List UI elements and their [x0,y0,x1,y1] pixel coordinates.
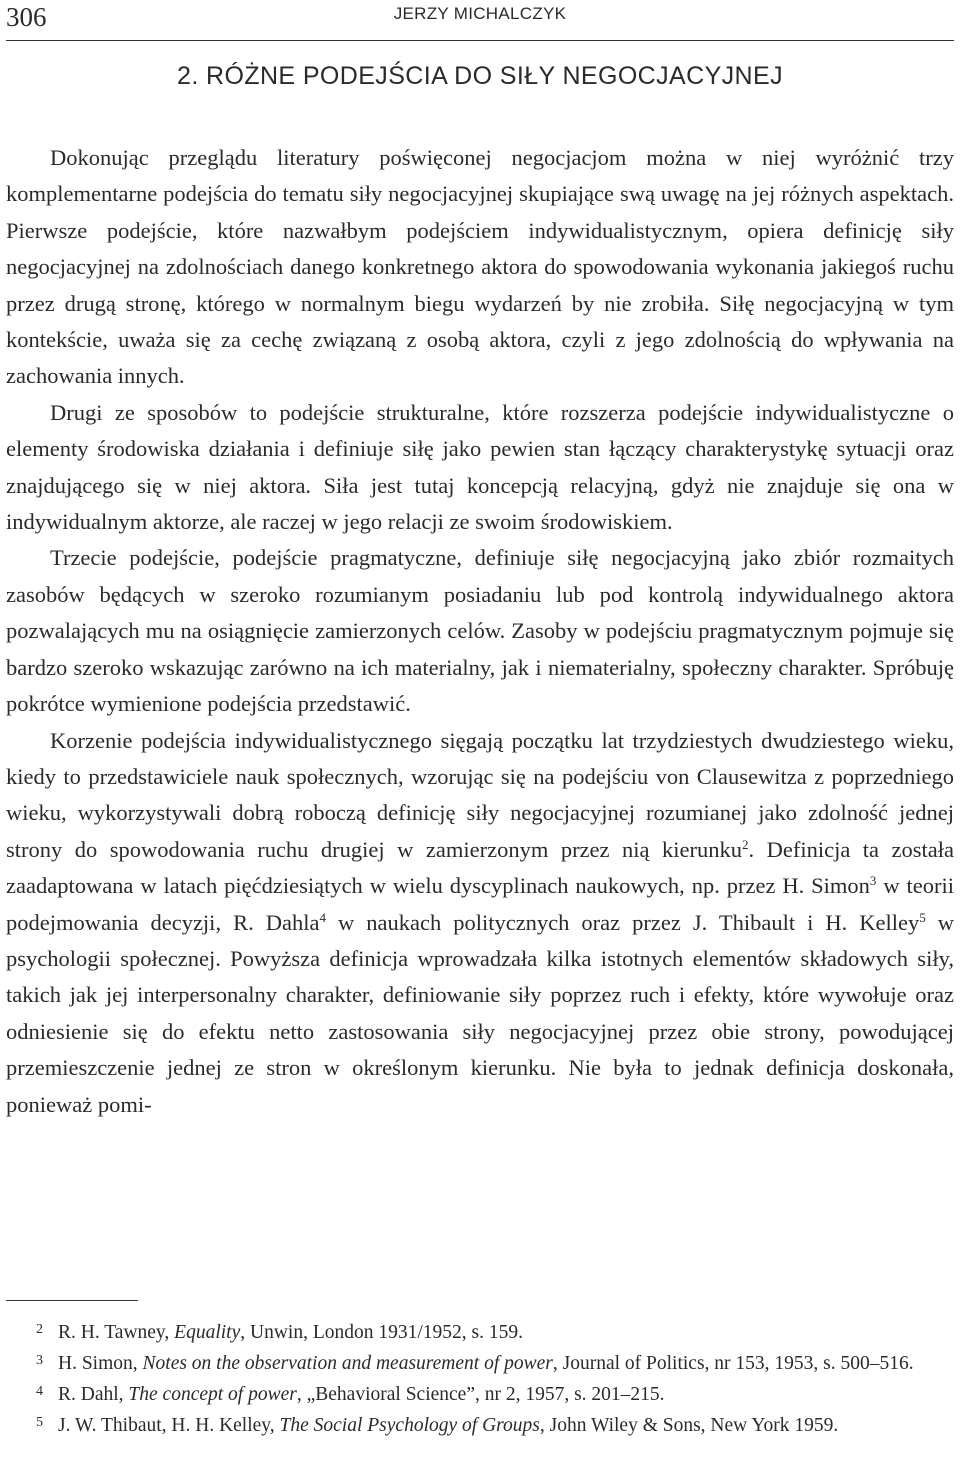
footnote-item [6,1316,954,1347]
footnote-mark: 5 [36,1415,43,1430]
footnote-ref-4[interactable]: 4 [319,909,326,925]
paragraph-4-text: w psychologii społecznej. Powyższa definicja wprowadzała kilka istotnych elementów składowych siły, takich jak jej interpersonalny charakter, definiowanie siły poprzez ruch i efekty, które wywołuje oraz odniesienie się do efektu netto zastosowania siły negocjacyjnej przez obie strony, powodującej przemieszczenie jednej ze stron w określonym kierunku. Nie była to jednak definicja doskonała, ponieważ pomi- [6,909,955,1117]
page-number: 306 [6,2,47,32]
footnote-ref-5[interactable]: 5 [919,909,926,925]
running-head: JERZY MICHALCZYK [393,4,567,23]
paragraph-3: Trzecie podejście, podejście pragmatyczne, definiuje siłę negocjacyjną jako zbiór rozmaitych zasobów będących w szeroko rozumianym posiadaniu lub pod kontrolą indywidualnego aktora pozwalających mu na osiągnięcie zamierzonych celów. Zasoby w podejściu pragmatycznym pojmuje się bardzo szeroko wskazując zarówno na ich materialny, jak i niematerialny, społeczny charakter. Spróbuję pokrótce wymienione podejścia przedstawić. [6,545,954,717]
footnote-title: Notes on the observation and measurement of power [142,1353,553,1374]
footnote-text: , John Wiley & Sons, New York 1959. [539,1415,839,1436]
footnote-text: J. W. Thibaut, H. H. Kelley, [58,1415,280,1436]
paragraph-2: Drugi ze sposobów to podejście strukturalne, które rozszerza podejście indywidualistyczne o elementy środowiska działania i definiuje siłę jako pewien stan łączący charakterystykę sytuacji oraz znajdującego się w niej aktora. Siła jest tutaj koncepcją relacyjną, gdyż nie znajduje się ona w indywidualnym aktorze, ale raczej w jego relacji ze swoim środowiskiem. [6,399,954,535]
page-header [6,0,954,41]
footnotes [6,1316,954,1440]
footnote-text: , „Behavioral Science”, nr 2, 1957, s. 201–215. [296,1384,665,1405]
footnote-ref-2[interactable]: 2 [741,836,749,852]
footnote-text: , Unwin, London 1931/1952, s. 159. [240,1322,523,1343]
body-text [6,140,954,1123]
footnote-item [6,1347,954,1378]
paragraph-4-text: . Definicja ta została zaadaptowana w latach pięćdziesiątych w wielu dyscyplinach naukowych, np. przez H. Simon [6,836,954,899]
footnote-mark: 4 [36,1384,43,1399]
paragraph-4-text: w naukach politycznych oraz przez J. Thibault i H. Kelley [325,909,920,935]
footnote-title: Equality [174,1322,241,1343]
footnote-text: , Journal of Politics, nr 153, 1953, s. 500–516. [552,1353,914,1374]
footnote-text: R. Dahl, [58,1384,129,1405]
paragraph-4-text: Korzenie podejścia indywidualistycznego sięgają początku lat trzydziestych dwudziestego wieku, kiedy to przedstawiciele nauk społecznych, wzorując się na podejściu von Clausewitza z poprzedniego wieku, wykorzystywali dobrą roboczą definicję siły negocjacyjnej rozumianej jako zdolność jednej strony do spowodowania ruchu drugiej w zamierzonym przez nią kierunku [6,727,954,862]
paragraph-4 [6,723,954,1123]
footnote-text: H. Simon, [58,1353,143,1374]
footnote-item [6,1378,954,1409]
footnote-mark: 3 [36,1353,43,1368]
footnote-mark: 2 [36,1322,43,1337]
footnote-divider [6,1300,138,1301]
section-title: 2. RÓŻNE PODEJŚCIA DO SIŁY NEGOCJACYJNEJ [177,62,783,90]
paragraph-4-text: w teorii podejmowania decyzji, R. Dahla [6,873,954,935]
paragraph-1: Dokonując przeglądu literatury poświęconej negocjacjom można w niej wyróżnić trzy komplementarne podejścia do tematu siły negocjacyjnej skupiające swą uwagę na jej różnych aspektach. Pierwsze podejście, które nazwałbym podejściem indywidualistycznym, opiera definicję siły negocjacyjnej na zdolnościach danego konkretnego aktora do spowodowania wykonania jakiegoś ruchu przez drugą stronę, którego w normalnym biegu wydarzeń by nie zrobiła. Siłę negocjacyjną w tym kontekście, uważa się za cechę związaną z osobą aktora, czyli z jego zdolnością do wpływania na zachowania innych. [6,145,954,389]
footnote-item [6,1409,954,1440]
footnote-text: R. H. Tawney, [58,1322,175,1343]
footnote-title: The concept of power [128,1384,297,1405]
footnote-ref-3[interactable]: 3 [869,873,877,889]
footnote-title: The Social Psychology of Groups [279,1415,540,1436]
